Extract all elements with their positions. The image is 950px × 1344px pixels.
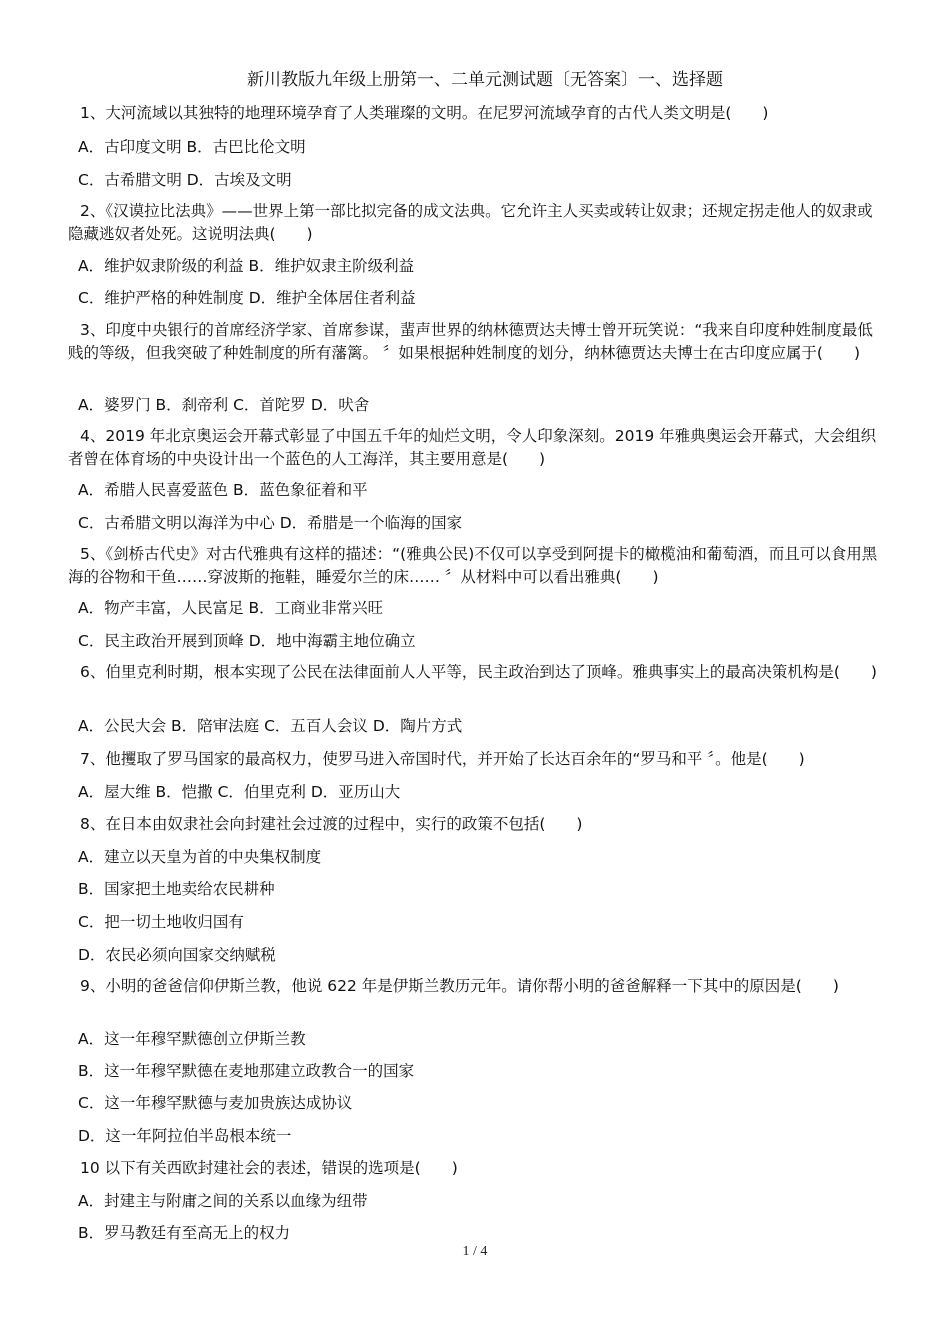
- question-6: 6、伯里克利时期，根本实现了公民在法律面前人人平等，民主政治到达了顶峰。雅典事实上的最高决策机构是( ): [80, 663, 877, 681]
- question-8-option-b: B．国家把土地卖给农民耕种: [78, 880, 275, 898]
- question-9-option-a: A．这一年穆罕默德创立伊斯兰教: [78, 1030, 306, 1048]
- question-3-options: A．婆罗门 B．刹帝利 C．首陀罗 D．吠舍: [78, 396, 370, 414]
- question-7: 7、他攫取了罗马国家的最高权力，使罗马进入帝国时代，并开始了长达百余年的“罗马和平 〞。他是( ): [80, 750, 805, 768]
- question-9-option-c: C．这一年穆罕默德与麦加贵族达成协议: [78, 1094, 353, 1112]
- question-1: 1、大河流域以其独特的地理环境孕育了人类璀璨的文明。在尼罗河流域孕育的古代人类文明是( ): [80, 104, 769, 122]
- question-10-option-a: A．封建主与附庸之间的关系以血缘为纽带: [78, 1192, 368, 1210]
- question-8-option-c: C．把一切土地收归国有: [78, 913, 244, 931]
- question-6-options: A．公民大会 B．陪审法庭 C．五百人会议 D．陶片方式: [78, 717, 463, 735]
- question-1-options-cd: C．古希腊文明 D．古埃及文明: [78, 171, 292, 189]
- question-10-option-b: B．罗马教廷有至高无上的权力: [78, 1224, 291, 1242]
- question-9: 9、小明的爸爸信仰伊斯兰教，他说 622 年是伊斯兰教历元年。请你帮小明的爸爸解释一下其中的原因是( ): [80, 977, 839, 995]
- question-9-option-d: D．这一年阿拉伯半岛根本统一: [78, 1127, 292, 1145]
- question-4-options-cd: C．古希腊文明以海洋为中心 D．希腊是一个临海的国家: [78, 514, 463, 532]
- question-3: 3、印度中央银行的首席经济学家、首席参谋，蜚声世界的纳林德贾达夫博士曾开玩笑说：“我来自印度种姓制度最低贱的等级，但我突破了种姓制度的所有藩篱。 〞如果根据种姓制度的划分，纳林德贾达夫博士在古印度应属于( ): [68, 321, 873, 362]
- page-title: 新川教版九年级上册第一、二单元测试题〔无答案〕一、选择题: [247, 70, 723, 90]
- question-4: 4、2019 年北京奥运会开幕式彰显了中国五千年的灿烂文明，令人印象深刻。2019 年雅典奥运会开幕式，大会组织者曾在体育场的中央设计出一个蓝色的人工海洋，其主要用意是( ): [68, 427, 877, 468]
- question-2: 2、《汉谟拉比法典》——世界上第一部比拟完备的成文法典。它允许主人买卖或转让奴隶；还规定拐走他人的奴隶或隐藏逃奴者处死。这说明法典( ): [68, 202, 873, 243]
- question-9-option-b: B．这一年穆罕默德在麦地那建立政教合一的国家: [78, 1062, 415, 1080]
- question-4-options-ab: A．希腊人民喜爱蓝色 B．蓝色象征着和平: [78, 481, 368, 499]
- question-8-option-a: A．建立以天皇为首的中央集权制度: [78, 848, 322, 866]
- question-2-options-ab: A．维护奴隶阶级的利益 B．维护奴隶主阶级利益: [78, 257, 415, 275]
- question-7-options: A．屋大维 B．恺撒 C．伯里克利 D．亚历山大: [78, 783, 401, 801]
- question-8: 8、在日本由奴隶社会向封建社会过渡的过程中，实行的政策不包括( ): [80, 815, 583, 833]
- question-10: 10 以下有关西欧封建社会的表述，错误的选项是( ): [80, 1159, 458, 1177]
- question-2-options-cd: C．维护严格的种姓制度 D．维护全体居住者利益: [78, 289, 416, 307]
- page-number: 1 / 4: [462, 1244, 488, 1259]
- question-1-options-ab: A．古印度文明 B．古巴比伦文明: [78, 138, 306, 156]
- question-5: 5、《剑桥古代史》对古代雅典有这样的描述：“(雅典公民)不仅可以享受到阿提卡的橄榄油和葡萄酒，而且可以食用黑海的谷物和干鱼……穿波斯的拖鞋，睡爱尔兰的床…… 〞从材料中可以看出雅典( ): [68, 545, 878, 586]
- question-8-option-d: D．农民必须向国家交纳赋税: [78, 946, 276, 964]
- question-5-options-cd: C．民主政治开展到顶峰 D．地中海霸主地位确立: [78, 632, 416, 650]
- question-5-options-ab: A．物产丰富，人民富足 B．工商业非常兴旺: [78, 599, 384, 617]
